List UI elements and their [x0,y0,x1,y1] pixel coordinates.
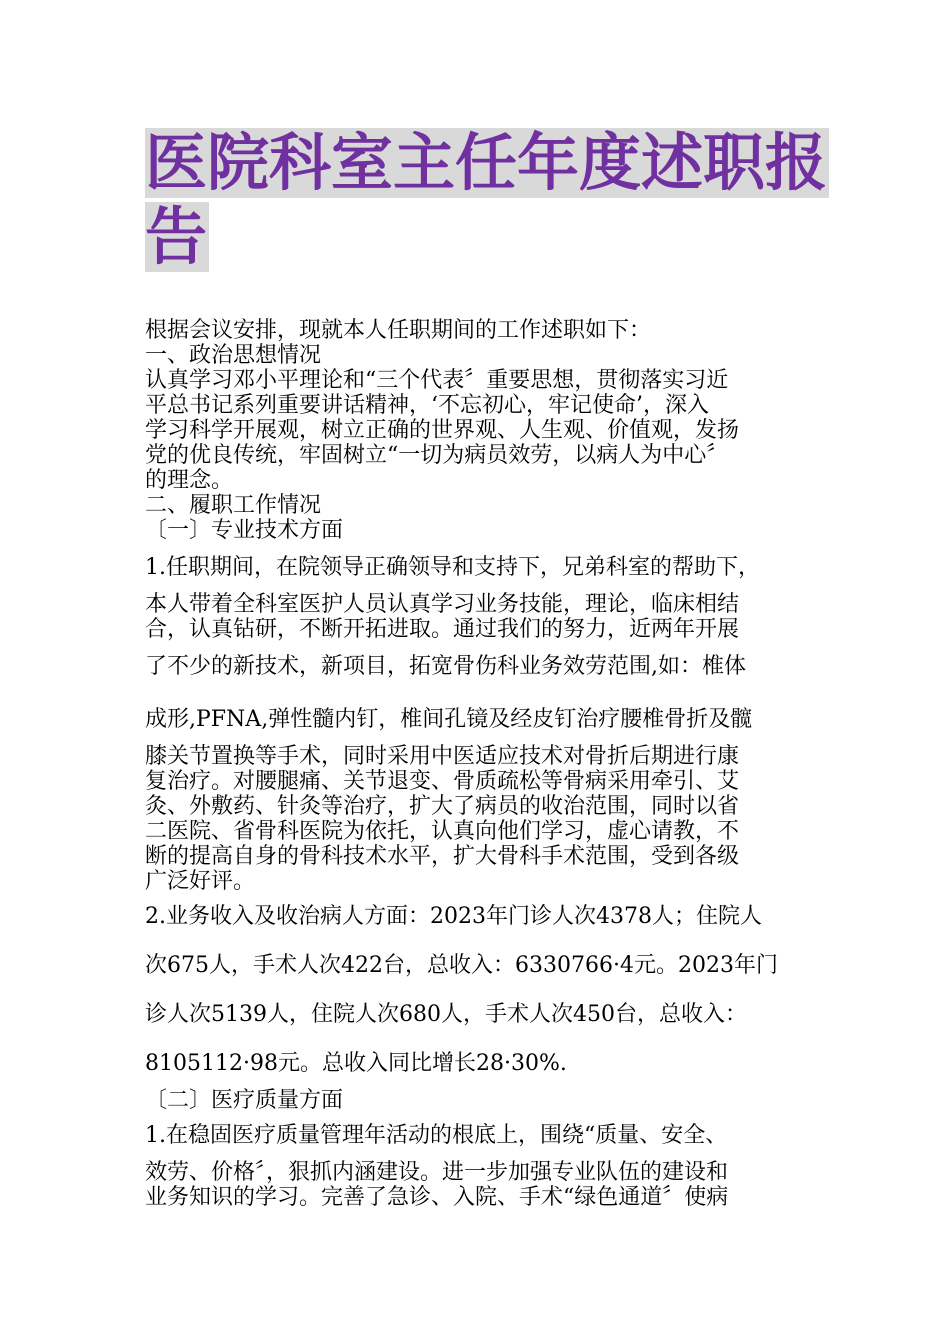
paragraph-line: 8105112·98元。总收入同比增长28·30%. [145,1051,567,1076]
title-line-1: 医院科室主任年度述职报 [145,126,828,199]
paragraph-line: 1.在稳固医疗质量管理年活动的根底上，围绕“质量、安全、 [145,1123,728,1148]
paragraph-line: 灸、外敷药、针灸等治疗，扩大了病员的收治范围，同时以省 [145,794,740,819]
paragraph-line: 次675人，手术人次422台，总收入：6330766·4元。2023年门 [145,953,778,978]
section-heading-2: 二、履职工作情况 [145,493,322,518]
paragraph-line: 的理念。 [145,468,234,493]
section-heading-1: 一、政治思想情况 [145,343,322,368]
paragraph-line: 业务知识的学习。完善了急诊、入院、手术“绿色通道〞使病 [145,1185,729,1210]
paragraph-line: 效劳、价格〞，狠抓内涵建设。进一步加强专业队伍的建设和 [145,1160,729,1185]
paragraph-line: 二医院、省骨科医院为依托，认真向他们学习，虚心请教，不 [145,819,740,844]
paragraph-line: 学习科学开展观，树立正确的世界观、人生观、价值观，发扬 [145,418,740,443]
paragraph-line: 断的提高自身的骨科技术水平，扩大骨科手术范围，受到各级 [145,844,740,869]
document-title [145,126,828,273]
paragraph-line: 平总书记系列重要讲话精神，‘不忘初心，牢记使命’，深入 [145,393,709,418]
paragraph-line: 本人带着全科室医护人员认真学习业务技能，理论，临床相结 [145,592,740,617]
paragraph-line: 复治疗。对腰腿痛、关节退变、骨质疏松等骨病采用牵引、艾 [145,769,740,794]
paragraph-line: 党的优良传统，牢固树立“一切为病员效劳，以病人为中心〞 [145,443,729,468]
paragraph-line: 认真学习邓小平理论和“三个代表〞重要思想，贯彻落实习近 [145,368,729,393]
paragraph-line: 了不少的新技术，新项目，拓宽骨伤科业务效劳范围,如：椎体 [145,654,746,679]
subsection-heading-1: 〔一〕专业技术方面 [145,518,344,543]
paragraph-intro: 根据会议安排，现就本人任职期间的工作述职如下： [145,318,652,343]
paragraph-line: 膝关节置换等手术，同时采用中医适应技术对骨折后期进行康 [145,744,740,769]
paragraph-line: 2.业务收入及收治病人方面：2023年门诊人次4378人；住院人 [145,904,762,929]
paragraph-line: 诊人次5139人，住院人次680人，手术人次450台，总收入： [145,1002,747,1027]
paragraph-line: 成形,PFNA,弹性髓内钉，椎间孔镜及经皮钉治疗腰椎骨折及髋 [145,707,753,732]
paragraph-line: 广泛好评。 [145,869,256,894]
paragraph-line: 1.任职期间，在院领导正确领导和支持下，兄弟科室的帮助下， [145,555,760,580]
paragraph-line: 合，认真钻研，不断开拓进取。通过我们的努力，近两年开展 [145,617,740,642]
title-line-2: 告 [145,200,208,273]
document-body [145,318,815,1210]
subsection-heading-2: 〔二〕医疗质量方面 [145,1088,344,1113]
